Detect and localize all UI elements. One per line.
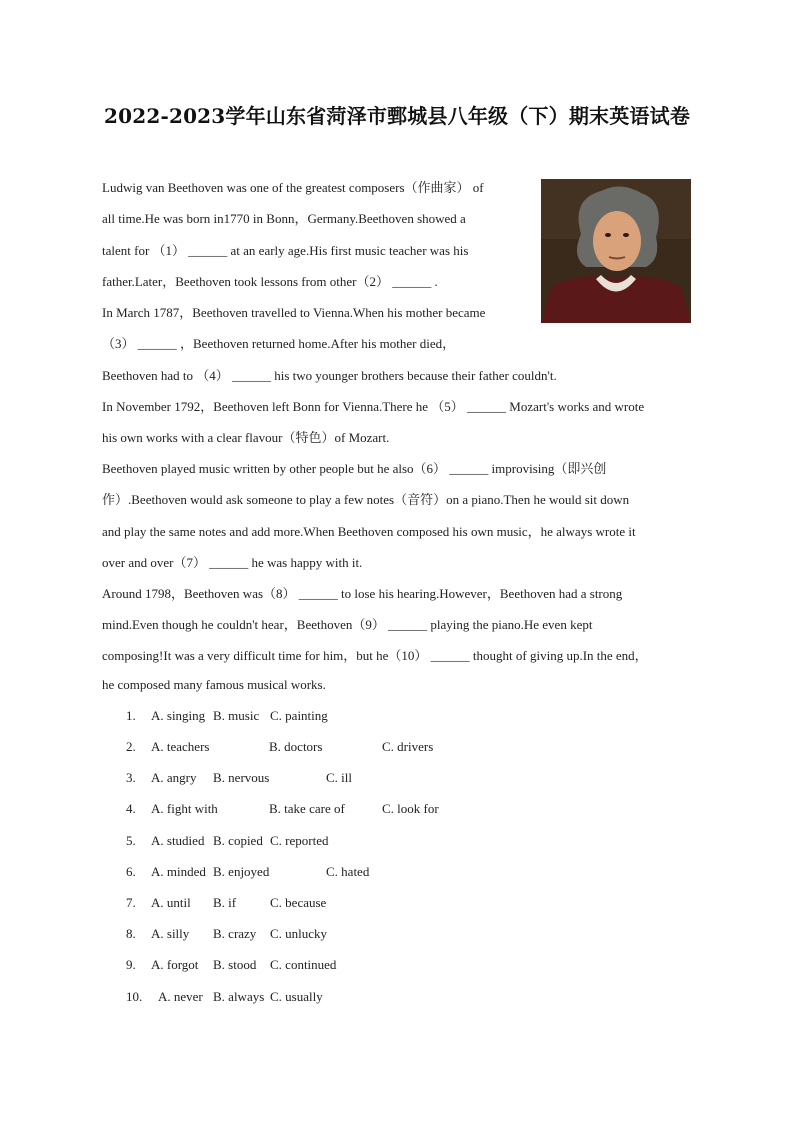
question-number: 10.: [126, 989, 143, 1004]
option-c: C. unlucky: [270, 926, 328, 941]
option-c: C. usually: [270, 989, 323, 1004]
passage-line: he composed many famous musical works.: [102, 677, 326, 692]
option-a: A. until: [151, 895, 191, 910]
question-number: 8.: [126, 926, 136, 941]
option-c: C. drivers: [382, 739, 434, 754]
option-c: C. continued: [270, 957, 337, 972]
question-number: 9.: [126, 957, 136, 972]
passage-line: composing!It was a very difficult time for him，but he（10） ______ thought of giving up.In the end，: [102, 648, 648, 663]
option-b: B. nervous: [213, 770, 270, 785]
option-b: B. copied: [213, 833, 263, 848]
option-a: A. never: [158, 989, 203, 1004]
passage-line: In March 1787，Beethoven travelled to Vienna.When his mother became: [102, 305, 486, 320]
passage-line: Beethoven had to （4） ______ his two younger brothers because their father couldn't.: [102, 368, 557, 383]
option-b: B. crazy: [213, 926, 257, 941]
option-a: A. studied: [151, 833, 205, 848]
option-a: A. angry: [151, 770, 197, 785]
option-b: B. if: [213, 895, 237, 910]
beethoven-portrait: [541, 179, 691, 323]
passage-line: mind.Even though he couldn't hear，Beethoven（9） ______ playing the piano.He even kept: [102, 617, 593, 632]
question-number: 5.: [126, 833, 136, 848]
option-c: C. hated: [326, 864, 370, 879]
portrait-drawing: [541, 179, 691, 323]
question-number: 2.: [126, 739, 136, 754]
passage-line: talent for （1） ______ at an early age.His first music teacher was his: [102, 243, 469, 258]
option-a: A. singing: [151, 708, 206, 723]
option-b: B. always: [213, 989, 265, 1004]
option-c: C. ill: [326, 770, 353, 785]
option-c: C. painting: [270, 708, 328, 723]
option-a: A. forgot: [151, 957, 199, 972]
passage-line: over and over（7） ______ he was happy with it.: [102, 555, 363, 570]
passage-line: and play the same notes and add more.When Beethoven composed his own music，he always wrote it: [102, 524, 636, 539]
passage-line: Beethoven played music written by other people but he also（6） ______ improvising（即兴创: [102, 461, 607, 476]
page-title: 2022-2023学年山东省菏泽市鄄城县八年级（下）期末英语试卷: [103, 104, 691, 128]
option-a: A. teachers: [151, 739, 210, 754]
passage-line: Ludwig van Beethoven was one of the greatest composers（作曲家） of: [102, 180, 484, 195]
passage-line: In November 1792，Beethoven left Bonn for Vienna.There he （5） ______ Mozart's works and wrote: [102, 399, 645, 414]
option-c: C. reported: [270, 833, 329, 848]
option-a: A. silly: [151, 926, 190, 941]
portrait-eye-right: [623, 233, 629, 237]
question-number: 3.: [126, 770, 136, 785]
portrait-eye-left: [605, 233, 611, 237]
option-b: B. enjoyed: [213, 864, 270, 879]
portrait-face: [593, 211, 641, 271]
option-c: C. because: [270, 895, 327, 910]
passage-line: father.Later，Beethoven took lessons from other（2） ______ .: [102, 274, 438, 289]
question-number: 4.: [126, 801, 136, 816]
passage-line: Around 1798，Beethoven was（8） ______ to lose his hearing.However，Beethoven had a strong: [102, 586, 623, 601]
option-b: B. stood: [213, 957, 257, 972]
option-b: B. doctors: [269, 739, 323, 754]
option-b: B. take care of: [269, 801, 345, 816]
option-a: A. fight with: [151, 801, 218, 816]
option-b: B. music: [213, 708, 260, 723]
passage-line: 作）.Beethoven would ask someone to play a few notes（音符）on a piano.Then he would sit down: [102, 492, 630, 507]
option-c: C. look for: [382, 801, 439, 816]
option-a: A. minded: [151, 864, 206, 879]
question-number: 6.: [126, 864, 136, 879]
question-number: 7.: [126, 895, 136, 910]
passage-line: his own works with a clear flavour（特色）of Mozart.: [102, 430, 390, 445]
passage-line: all time.He was born in1770 in Bonn，Germany.Beethoven showed a: [102, 211, 466, 226]
question-number: 1.: [126, 708, 136, 723]
passage-line: （3） ______ ，Beethoven returned home.After his mother died，: [102, 336, 456, 351]
